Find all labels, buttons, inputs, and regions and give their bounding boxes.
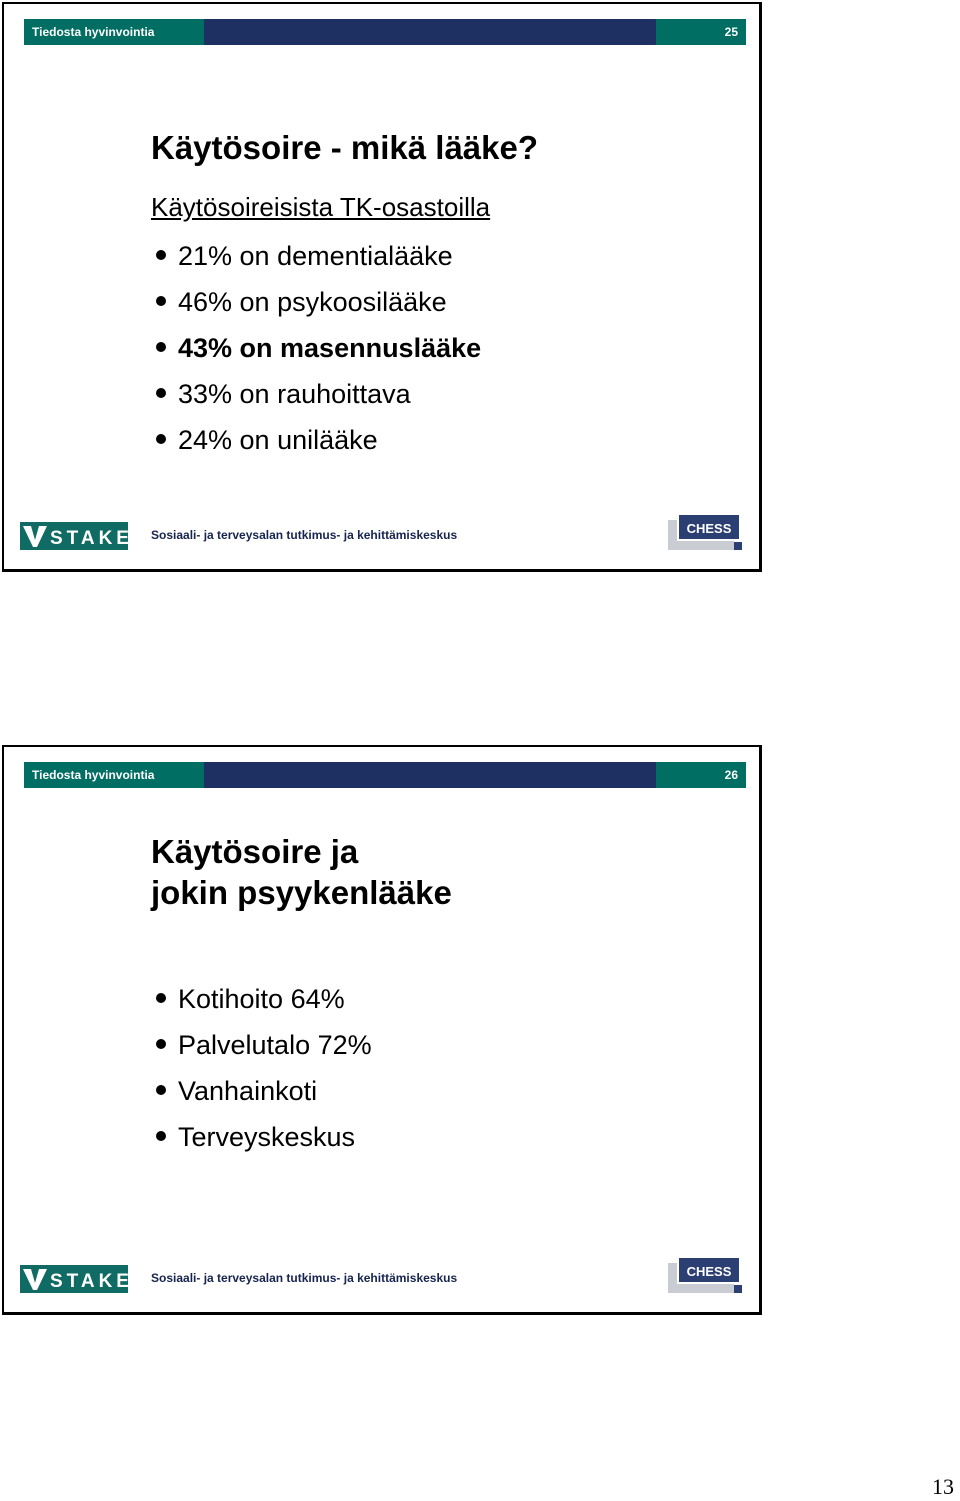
chess-logo — [668, 512, 742, 552]
slide-header-bar — [24, 19, 746, 45]
bullet-text: 46% on psykoosilääke — [178, 287, 447, 317]
header-middle-block — [204, 19, 656, 45]
header-middle-block — [204, 762, 656, 788]
bullet-text: Vanhainkoti — [178, 1076, 318, 1106]
bullet-dot-icon — [156, 993, 166, 1003]
footer-organization: Sosiaali- ja terveysalan tutkimus- ja kehittämiskeskus — [151, 1271, 458, 1285]
slide-number: 26 — [724, 768, 738, 782]
slide-number: 25 — [724, 25, 738, 39]
bullet-text: 21% on dementialääke — [178, 241, 453, 271]
bullet-dot-icon — [156, 388, 166, 398]
bullet-text: 43% on masennuslääke — [178, 333, 482, 363]
slide-subheading: Käytösoireisista TK-osastoilla — [151, 192, 491, 222]
bullet-text: Palvelutalo 72% — [178, 1030, 372, 1060]
svg-text:STAKES: STAKES — [50, 1271, 150, 1292]
header-title: Tiedosta hyvinvointia — [32, 25, 155, 39]
slide-title: Käytösoire - mikä lääke? — [151, 129, 539, 166]
svg-text:CHESS: CHESS — [686, 521, 732, 536]
header-title: Tiedosta hyvinvointia — [32, 768, 155, 782]
bullet-dot-icon — [156, 296, 166, 306]
chess-logo — [668, 1255, 742, 1295]
slide-title-line-1: Käytösoire ja — [151, 833, 359, 870]
stakes-logo — [20, 522, 150, 550]
slide-header-bar — [24, 762, 746, 788]
bullet-dot-icon — [156, 434, 166, 444]
bullet-text: 33% on rauhoittava — [178, 379, 411, 409]
svg-text:STAKES: STAKES — [50, 528, 150, 549]
bullet-text: 24% on unilääke — [178, 425, 378, 455]
bullet-dot-icon — [156, 342, 166, 352]
bullet-text: Kotihoito 64% — [178, 984, 345, 1014]
bullet-dot-icon — [156, 250, 166, 260]
slide-title-line-2: jokin psyykenlääke — [151, 874, 452, 911]
slide-26 — [2, 745, 762, 1315]
slide-title — [151, 831, 452, 913]
bullet-dot-icon — [156, 1131, 166, 1141]
bullet-dot-icon — [156, 1085, 166, 1095]
bullet-dot-icon — [156, 1039, 166, 1049]
page-number: 13 — [932, 1474, 954, 1499]
svg-text:CHESS: CHESS — [686, 1264, 732, 1279]
stakes-logo — [20, 1265, 150, 1293]
footer-organization: Sosiaali- ja terveysalan tutkimus- ja kehittämiskeskus — [151, 528, 458, 542]
bullet-text: Terveyskeskus — [178, 1122, 356, 1152]
slide-25 — [2, 2, 762, 572]
